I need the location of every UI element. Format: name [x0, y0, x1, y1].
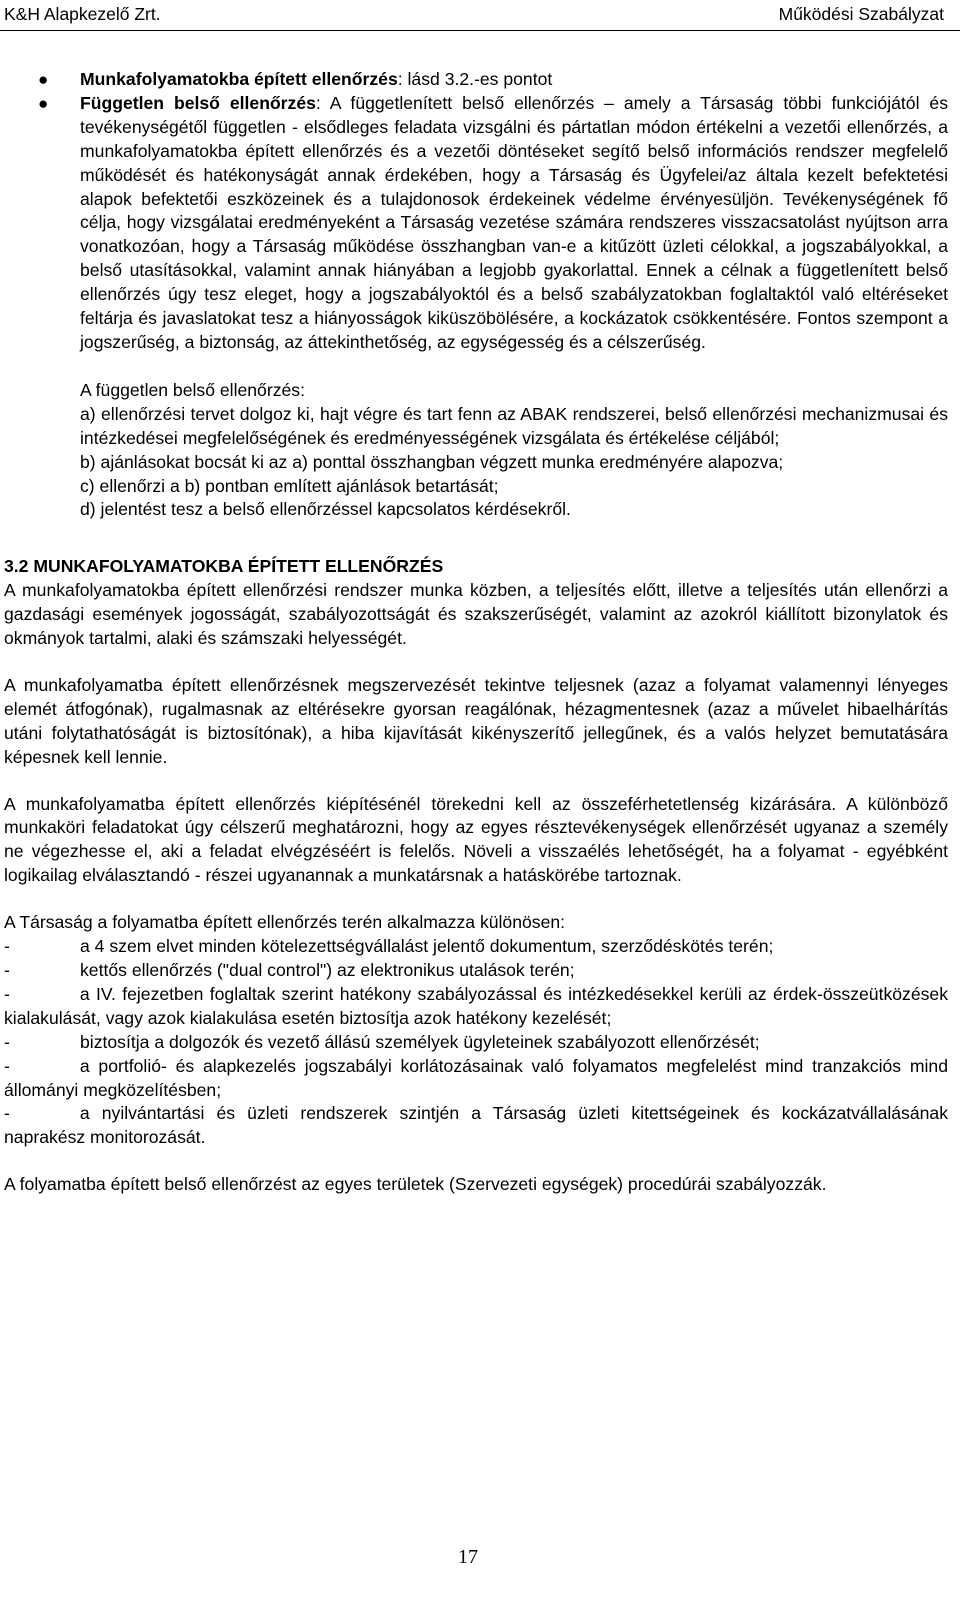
dash-list-item	[4, 1031, 948, 1055]
bullet-text: : lásd 3.2.-es pontot	[397, 69, 553, 89]
dash-marker: -	[4, 1031, 10, 1052]
bullet-lead: Munkafolyamatokba épített ellenőrzés	[80, 69, 398, 89]
bullet-list	[4, 68, 948, 355]
dash-list-item	[4, 983, 948, 1031]
bullet-text: : A függetlenített belső ellenőrzés – amely a Társaság többi funkciójától és tevékenységétől független - elsődleges feladata vizsgálni és pártatlan módon értékelni a vezetői ellenőrzés, a munkafolyamatokba épített ellenőrzés és a vezetői döntéseket segítő belső információs rendszer megfelelő működését és hatékonyságát annak érdekében, hogy a Társaság és Ügyfelei/az általa kezelt befektetési alapok befektetői eszközeinek és a tulajdonosok érdekeinek védelme érvényesüljön. Tevékenységének fő célja, hogy vizsgálatai eredményeként a Társaság vezetése számára rendszeres visszacsatolást nyújtson arra vonatkozóan, hogy a Társaság működése összhangban van-e a kitűzött üzleti célokkal, a jogszabályokkal, a belső utasításokkal, valamint annak hiányában a legjobb gyakorlattal. Ennek a célnak a függetlenített belső ellenőrzés úgy tesz eleget, hogy a jogszabályoktól és a belső szabályzatokban foglaltaktól való eltéréseket feltárja és javaslatokat tesz a hiányosságok kiküszöbölésére, a kockázatok csökkentésére. Fontos szempont a jogszerűség, a biztonság, az áttekinthetőség, az egységesség és a célszerűség.	[80, 92, 948, 352]
paragraph: A munkafolyamatba épített ellenőrzésnek megszervezését tekintve teljesnek (azaz a folyamat valamennyi lényeges elemét átfogónak), rugalmasnak az eltérésekre gyorsan reagálónak, hézagmentesnek (azaz a művelet hibaelhárítás utáni folytathatóságát is biztosítónak), a hiba kijavítását kikényszerítő jellegűnek, és a valós helyzet bemutatására képesnek kell lennie.	[4, 674, 948, 767]
dash-item-text: a nyilvántartási és üzleti rendszerek szintjén a Társaság üzleti kitettségeinek és kockázatvállalásának naprakész monitorozását.	[4, 1103, 948, 1148]
independent-intro: A független belső ellenőrzés:	[80, 379, 305, 400]
independent-item: c) ellenőrzi a b) pontban említett ajánlások betartását;	[80, 475, 499, 496]
dash-list-item	[4, 1102, 948, 1150]
page-number: 17	[458, 1546, 478, 1568]
independent-item: a) ellenőrzési tervet dolgoz ki, hajt végre és tart fenn az ABAK rendszerei, belső ellenőrzési mechanizmusai és intézkedései megfelelőségének és eredményességének vizsgálata és értékelése céljából;	[80, 403, 948, 448]
dash-item-text: kettős ellenőrzés ("dual control") az elektronikus utalások terén;	[80, 960, 575, 980]
bullet-icon: ●	[38, 70, 49, 89]
dash-item-text: a portfolió- és alapkezelés jogszabályi korlátozásainak való folyamatos megfelelést mind tranzakciós mind állományi megközelítésben;	[4, 1055, 948, 1100]
bullet-icon: ●	[38, 93, 49, 113]
bullet-item	[4, 68, 948, 92]
dash-marker: -	[4, 1055, 10, 1076]
independent-audit-block	[4, 379, 948, 522]
dash-list-item	[4, 935, 948, 959]
dash-item-text: a 4 szem elvet minden kötelezettségvállalást jelentő dokumentum, szerződéskötés terén;	[80, 936, 774, 957]
bullet-item	[4, 92, 948, 355]
independent-item: d) jelentést tesz a belső ellenőrzéssel kapcsolatos kérdésekről.	[80, 499, 571, 520]
paragraph: A folyamatba épített belső ellenőrzést az egyes területek (Szervezeti egységek) procedúrái szabályozzák.	[4, 1174, 827, 1195]
dash-list	[4, 935, 948, 1150]
dash-marker: -	[4, 936, 10, 957]
paragraph: A munkafolyamatokba épített ellenőrzési rendszer munka közben, a teljesítés előtt, illetve a teljesítés után ellenőrzi a gazdasági események jogosságát, szabályozottságát és szakszerűségét, valamint az azokról kiállított bizonylatok és okmányok tartalmi, alaki és számszaki helyességét.	[4, 580, 948, 649]
independent-item: b) ajánlásokat bocsát ki az a) ponttal összhangban végzett munka eredményére alapozva;	[80, 451, 784, 472]
section-title: 3.2 MUNKAFOLYAMATOKBA ÉPÍTETT ELLENŐRZÉS	[4, 556, 444, 577]
dash-list-item	[4, 959, 948, 983]
dash-marker: -	[4, 983, 10, 1004]
header-rule	[0, 30, 960, 31]
dash-marker: -	[4, 1103, 10, 1124]
paragraph: A Társaság a folyamatba épített ellenőrzés terén alkalmazza különösen:	[4, 912, 566, 933]
dash-item-text: a IV. fejezetben foglaltak szerint hatékony szabályozással és intézkedésekkel kerüli az érdek-összeütközések kialakulását, vagy azok kialakulása esetén biztosítja azok hatékony kezelését;	[4, 983, 948, 1028]
dash-marker: -	[4, 960, 10, 980]
dash-list-item	[4, 1055, 948, 1103]
paragraph: A munkafolyamatba épített ellenőrzés kiépítésénél törekedni kell az összeférhetetlenség kizárására. A különböző munkaköri feladatokat úgy célszerű meghatározni, hogy az egyes résztevékenységek ellenőrzését ugyanaz a személy ne végezhesse el, aki a feladat elvégzéséért is felelős. Növeli a visszaélés lehetőségét, ha a folyamat - egyébként logikailag elválasztandó - részei ugyanannak a munkatársnak a hatáskörébe tartoznak.	[4, 793, 948, 886]
header-doc-title: Működési Szabályzat	[778, 4, 944, 24]
document-body	[4, 68, 948, 1197]
dash-item-text: biztosítja a dolgozók és vezető állású személyek ügyleteinek szabályozott ellenőrzését;	[80, 1031, 760, 1052]
header-company: K&H Alapkezelő Zrt.	[4, 4, 161, 24]
page-header	[0, 0, 960, 34]
bullet-lead: Független belső ellenőrzés	[80, 92, 316, 113]
